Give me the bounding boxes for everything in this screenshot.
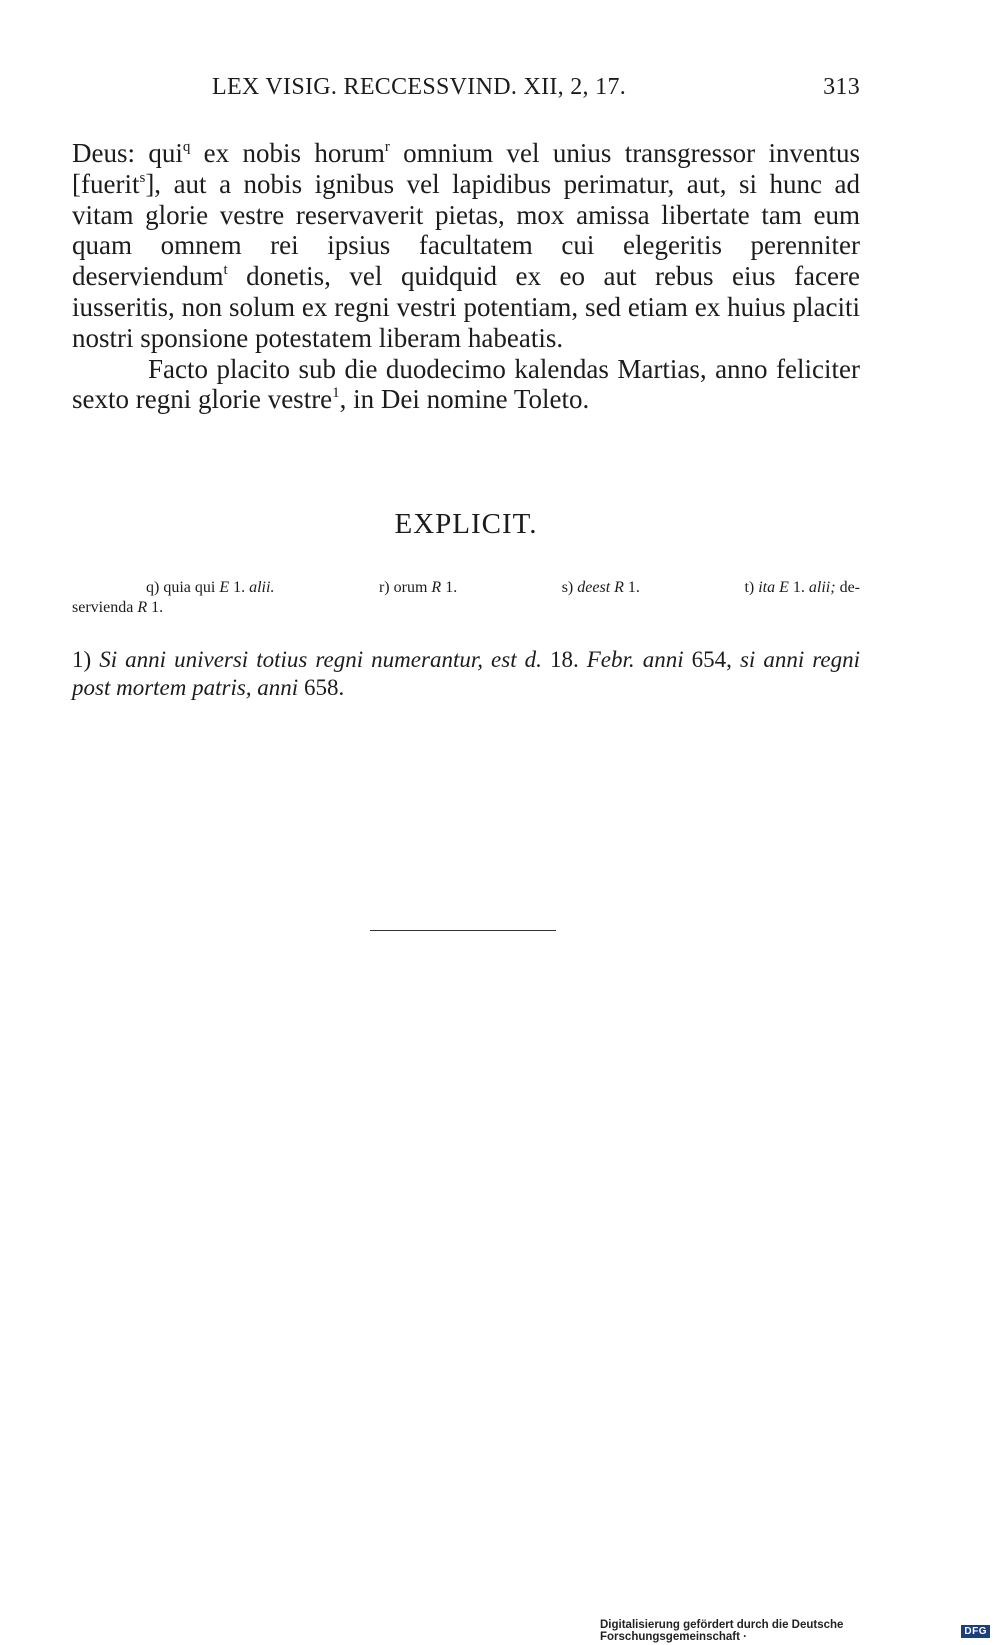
note-r: r) orum R 1. <box>378 579 458 596</box>
dfg-logo: DFG <box>961 1625 990 1638</box>
footer-credit: Digitalisierung gefördert durch die Deutsche Forschungsgemeinschaft · <box>600 1619 844 1643</box>
running-header <box>72 74 860 108</box>
text-run: ex nobis horum <box>190 138 385 168</box>
text-run: Deus: qui <box>72 138 183 168</box>
note-marker-r: r <box>384 139 390 155</box>
critical-apparatus <box>72 578 860 618</box>
note-t: t) ita E 1. alii; de- <box>744 579 860 596</box>
note-s: s) deest R 1. <box>561 579 640 596</box>
paragraph-2 <box>72 354 860 416</box>
note-marker-s: s <box>139 169 146 186</box>
page-number: 313 <box>823 74 860 100</box>
text-run: donetis, vel quidquid ex eo aut rebus eius facere iusseritis, non solum ex regni vestri potentiam, sed etiam ex huius placiti nostri sponsione potestatem liberam habeatis. <box>72 261 860 353</box>
explicit-heading: EXPLICIT. <box>394 508 538 540</box>
note-marker-t: t <box>223 262 228 279</box>
digitization-footer <box>600 1619 990 1643</box>
main-text <box>72 138 860 415</box>
note-marker-q: q <box>182 139 191 155</box>
paragraph-1 <box>72 138 860 354</box>
text-run: Facto placito sub die duodecimo kalendas Martias, anno feliciter sexto regni glorie vestre <box>72 353 860 415</box>
note-q: q) quia qui E 1. alii. <box>146 579 275 596</box>
text-run: ], aut a nobis ignibus vel lapidibus perimatur, aut, si hunc ad vitam glorie vestre reservaverit pietas, mox amissa libertate tam eum quam omnem rei ipsius facultatem cui elegeritis perenniter deserviendum <box>72 168 860 292</box>
text-run: omnium vel unius transgressor inventus [fuerit <box>72 138 860 199</box>
text-run: , in Dei nomine Toleto. <box>339 384 590 415</box>
running-title: LEX VISIG. RECCESSVIND. XII, 2, 17. <box>212 74 627 100</box>
critical-notes-continuation: servienda R 1. <box>72 599 164 616</box>
critical-notes-line <box>72 578 860 598</box>
note-marker-1: 1 <box>332 385 340 402</box>
end-rule <box>370 930 556 931</box>
historical-note: 1) Si anni universi totius regni numerantur, est d. 18. Febr. anni 654, si anni regni post mortem patris, anni 658. <box>72 647 860 700</box>
